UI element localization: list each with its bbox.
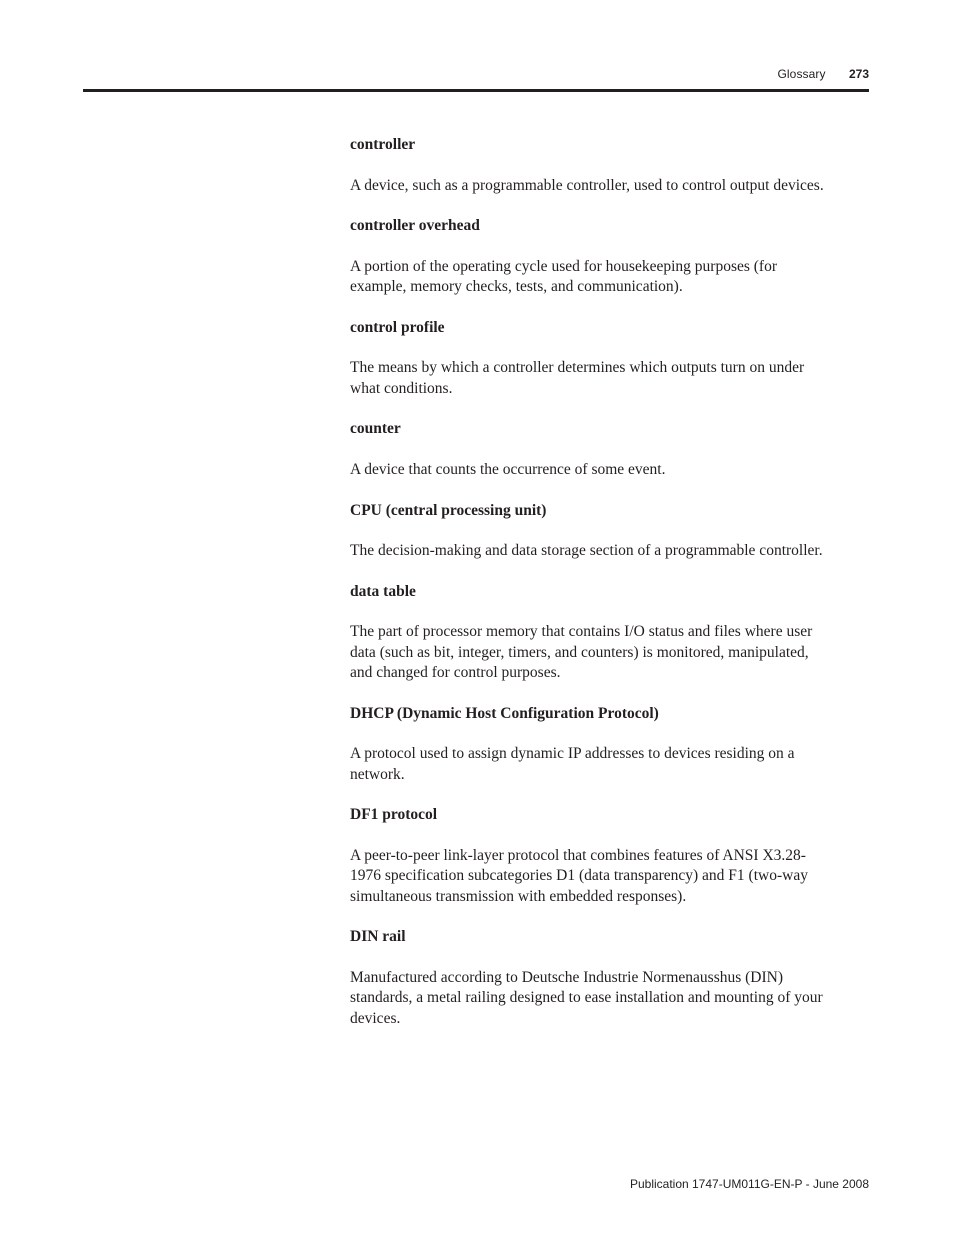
publication-footer: Publication 1747-UM011G-EN-P - June 2008 xyxy=(629,1177,869,1191)
glossary-entry xyxy=(350,582,830,684)
header-rule xyxy=(83,89,869,92)
glossary-definition: A protocol used to assign dynamic IP addresses to devices residing on a network. xyxy=(350,745,795,783)
glossary-definition: A portion of the operating cycle used for housekeeping purposes (for example, memory checks, tests, and communication). xyxy=(350,257,777,296)
glossary-term: controller overhead xyxy=(350,217,480,235)
glossary-term: controller xyxy=(350,136,416,153)
glossary-definition: A peer-to-peer link-layer protocol that combines features of ANSI X3.28-1976 specification subcategories D1 (data transparency) and F1 (two-way simultaneous transmission with embedded responses). xyxy=(350,846,808,905)
glossary-term: CPU (central processing unit) xyxy=(350,501,547,519)
glossary-term: counter xyxy=(350,420,401,438)
glossary-definition: The part of processor memory that contains I/O status and files where user data (such as bit, integer, timers, and counters) is monitored, manipulated, and changed for control purposes. xyxy=(350,623,813,682)
glossary-content xyxy=(350,135,830,1049)
glossary-definition: A device that counts the occurrence of some event. xyxy=(350,460,666,478)
glossary-term: data table xyxy=(350,582,416,600)
glossary-term: DIN rail xyxy=(350,928,406,946)
glossary-entry xyxy=(350,216,830,297)
glossary-entry xyxy=(350,704,830,785)
section-title: Glossary xyxy=(777,67,826,81)
glossary-term: DHCP (Dynamic Host Configuration Protocol) xyxy=(350,704,659,722)
glossary-entry xyxy=(350,927,830,1029)
glossary-entry xyxy=(350,318,830,399)
glossary-definition: The decision-making and data storage section of a programmable controller. xyxy=(350,542,823,560)
glossary-entry xyxy=(350,419,830,480)
glossary-term: control profile xyxy=(350,318,445,336)
page-number: 273 xyxy=(848,67,869,81)
page-header xyxy=(777,64,869,84)
glossary-entry xyxy=(350,805,830,907)
glossary-definition: The means by which a controller determines which outputs turn on under what conditions. xyxy=(350,359,805,397)
glossary-entry xyxy=(350,501,830,562)
glossary-entry xyxy=(350,135,830,196)
glossary-definition: Manufactured according to Deutsche Industrie Normenausshus (DIN) standards, a metal railing designed to ease installation and mounting of your devices. xyxy=(350,968,823,1027)
glossary-definition: A device, such as a programmable controller, used to control output devices. xyxy=(350,176,824,194)
glossary-term: DF1 protocol xyxy=(350,806,438,824)
